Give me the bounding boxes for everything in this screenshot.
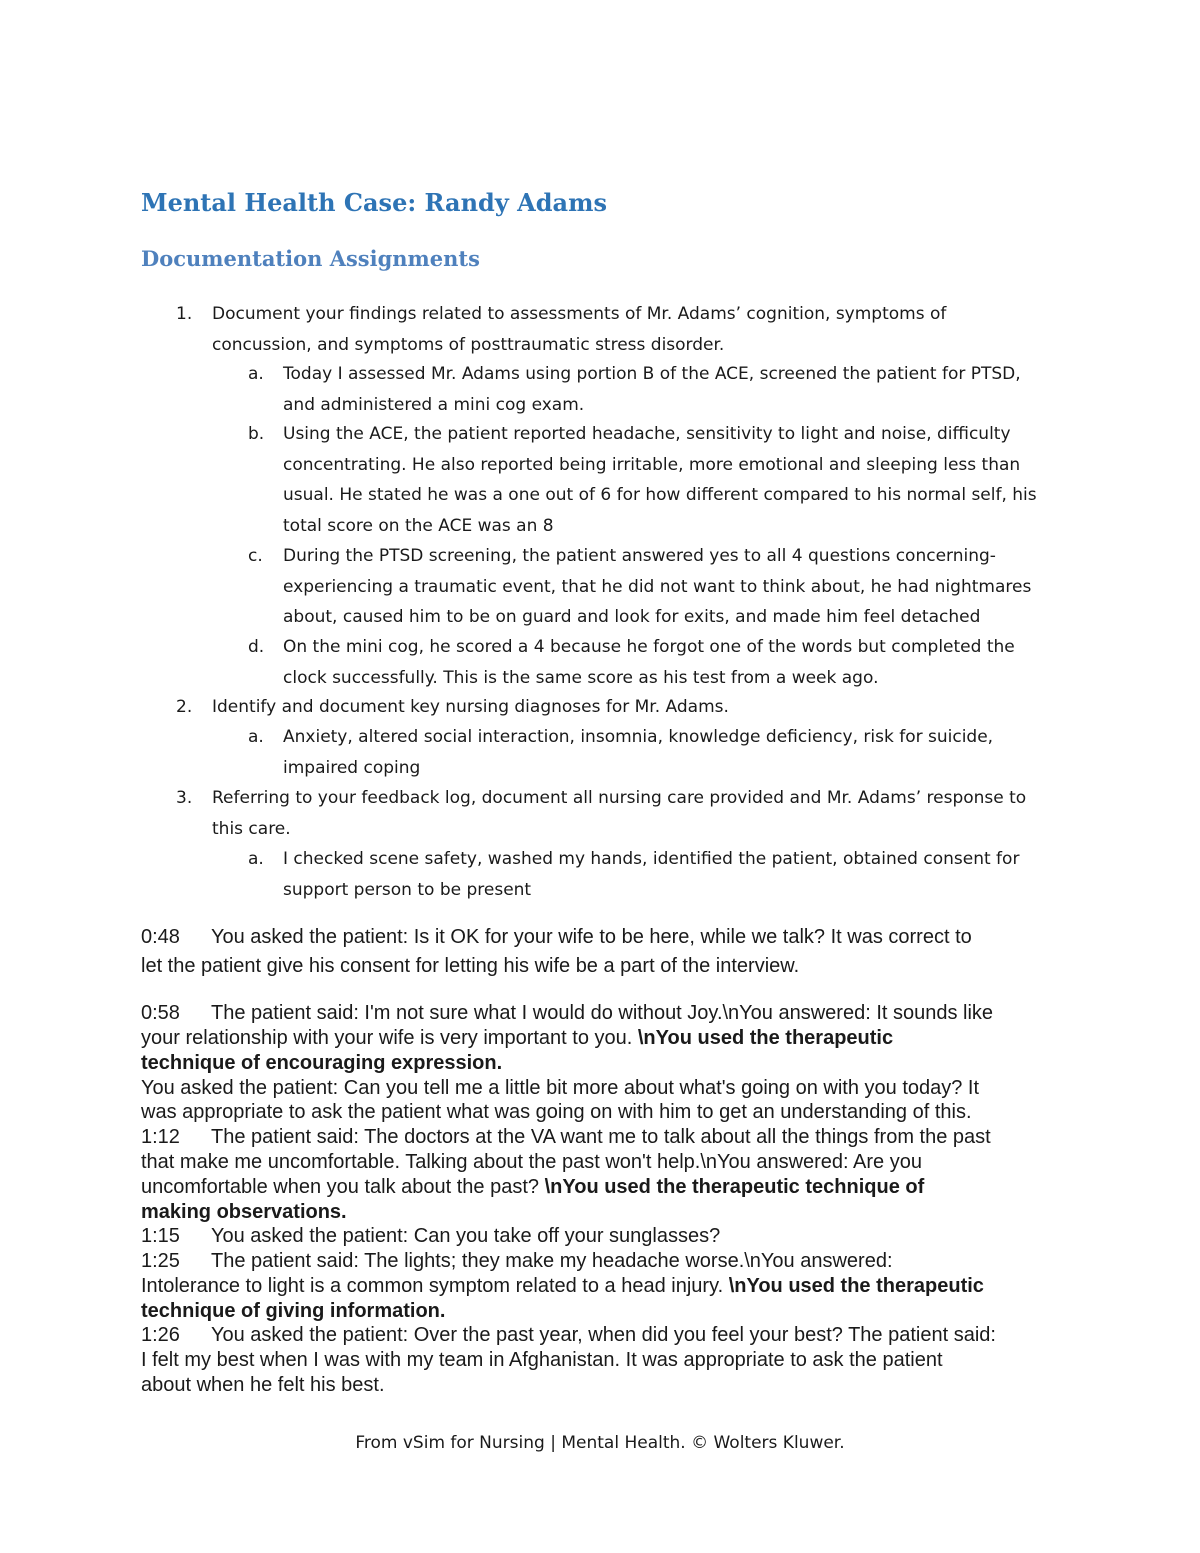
question-number: 1. bbox=[176, 304, 193, 324]
log-line: I felt my best when I was with my team in Afghanistan. It was appropriate to ask the patient bbox=[141, 1349, 943, 1371]
log-entry: 0:48 You asked the patient: Is it OK for your wife to be here, while we talk? It was correct to bbox=[141, 926, 972, 948]
answer-letter: d. bbox=[248, 637, 265, 657]
log-line: Intolerance to light is a common symptom related to a head injury. \nYou used the therapeutic bbox=[141, 1275, 984, 1297]
log-line: about when he felt his best. bbox=[141, 1374, 385, 1396]
log-entry: 1:25 The patient said: The lights; they make my headache worse.\nYou answered: bbox=[141, 1250, 893, 1272]
log-line: that make me uncomfortable. Talking about the past won't help.\nYou answered: Are you bbox=[141, 1151, 922, 1173]
answer-letter: a. bbox=[248, 849, 264, 869]
technique-note: \nYou used the therapeutic technique of bbox=[544, 1176, 925, 1198]
answer-text: Today I assessed Mr. Adams using portion B of the ACE, screened the patient for PTSD, and administered a mini cog exam. bbox=[283, 364, 1021, 415]
log-line: was appropriate to ask the patient what was going on with him to get an understanding of this. bbox=[141, 1101, 972, 1123]
log-entry: 1:15 You asked the patient: Can you take off your sunglasses? bbox=[141, 1225, 721, 1247]
page-title: Mental Health Case: Randy Adams bbox=[141, 188, 607, 217]
answer-text: Anxiety, altered social interaction, insomnia, knowledge deficiency, risk for suicide, impaired coping bbox=[283, 727, 994, 778]
answer-text: On the mini cog, he scored a 4 because he forgot one of the words but completed the clock successfully. This is the same score as his test from a week ago. bbox=[283, 637, 1015, 688]
question-number: 2. bbox=[176, 697, 193, 717]
page-footer: From vSim for Nursing | Mental Health. © Wolters Kluwer. bbox=[355, 1433, 845, 1453]
answer-text: During the PTSD screening, the patient answered yes to all 4 questions concerning- experiencing a traumatic event, that he did not want to think about, he had nightmares about, caused him to be on guard and look for exits, and made him feel detached bbox=[283, 546, 1032, 627]
log-entry: 1:12 The patient said: The doctors at the VA want me to talk about all the things from the past bbox=[141, 1126, 991, 1148]
log-line: let the patient give his consent for letting his wife be a part of the interview. bbox=[141, 955, 800, 977]
log-line bbox=[141, 1052, 502, 1075]
technique-note: making observations. bbox=[141, 1201, 347, 1223]
log-line: uncomfortable when you talk about the past? \nYou used the therapeutic technique of bbox=[141, 1176, 925, 1198]
answer-text: Using the ACE, the patient reported headache, sensitivity to light and noise, difficulty concentrating. He also reported being irritable, more emotional and sleeping less than usual. He stated he was a one out of 6 for how different compared to his normal self, his total score on the ACE was an 8 bbox=[283, 424, 1037, 536]
timestamp: 0:58 bbox=[141, 1002, 180, 1024]
question-number: 3. bbox=[176, 788, 193, 808]
log-entry: 0:58 The patient said: I'm not sure what I would do without Joy.\nYou answered: It sounds like bbox=[141, 1002, 994, 1024]
log-line bbox=[141, 1201, 347, 1224]
answer-letter: a. bbox=[248, 727, 264, 747]
answer-letter: c. bbox=[248, 546, 263, 566]
technique-note: technique of encouraging expression. bbox=[141, 1052, 503, 1074]
answer-text: I checked scene safety, washed my hands, identified the patient, obtained consent for support person to be present bbox=[283, 849, 1020, 900]
technique-note: \nYou used the therapeutic bbox=[728, 1275, 984, 1297]
log-line: You asked the patient: Can you tell me a little bit more about what's going on with you today? It bbox=[141, 1077, 980, 1099]
question-text: Document your findings related to assessments of Mr. Adams’ cognition, symptoms of concussion, and symptoms of posttraumatic stress disorder. bbox=[212, 304, 947, 355]
log-line: your relationship with your wife is very important to you. \nYou used the therapeutic bbox=[141, 1027, 894, 1049]
section-heading: Documentation Assignments bbox=[141, 246, 480, 271]
timestamp: 1:12 bbox=[141, 1126, 180, 1148]
question-text: Referring to your feedback log, document all nursing care provided and Mr. Adams’ response to this care. bbox=[212, 788, 1027, 839]
answer-letter: b. bbox=[248, 424, 265, 444]
timestamp: 1:26 bbox=[141, 1324, 180, 1346]
log-entry: 1:26 You asked the patient: Over the past year, when did you feel your best? The patient said: bbox=[141, 1324, 996, 1346]
timestamp: 1:15 bbox=[141, 1225, 180, 1247]
timestamp: 1:25 bbox=[141, 1250, 180, 1272]
technique-note: technique of giving information. bbox=[141, 1300, 446, 1322]
timestamp: 0:48 bbox=[141, 926, 180, 948]
log-line bbox=[141, 1300, 445, 1323]
technique-note: \nYou used the therapeutic bbox=[637, 1027, 894, 1049]
answer-letter: a. bbox=[248, 364, 264, 384]
question-text: Identify and document key nursing diagnoses for Mr. Adams. bbox=[212, 697, 729, 717]
